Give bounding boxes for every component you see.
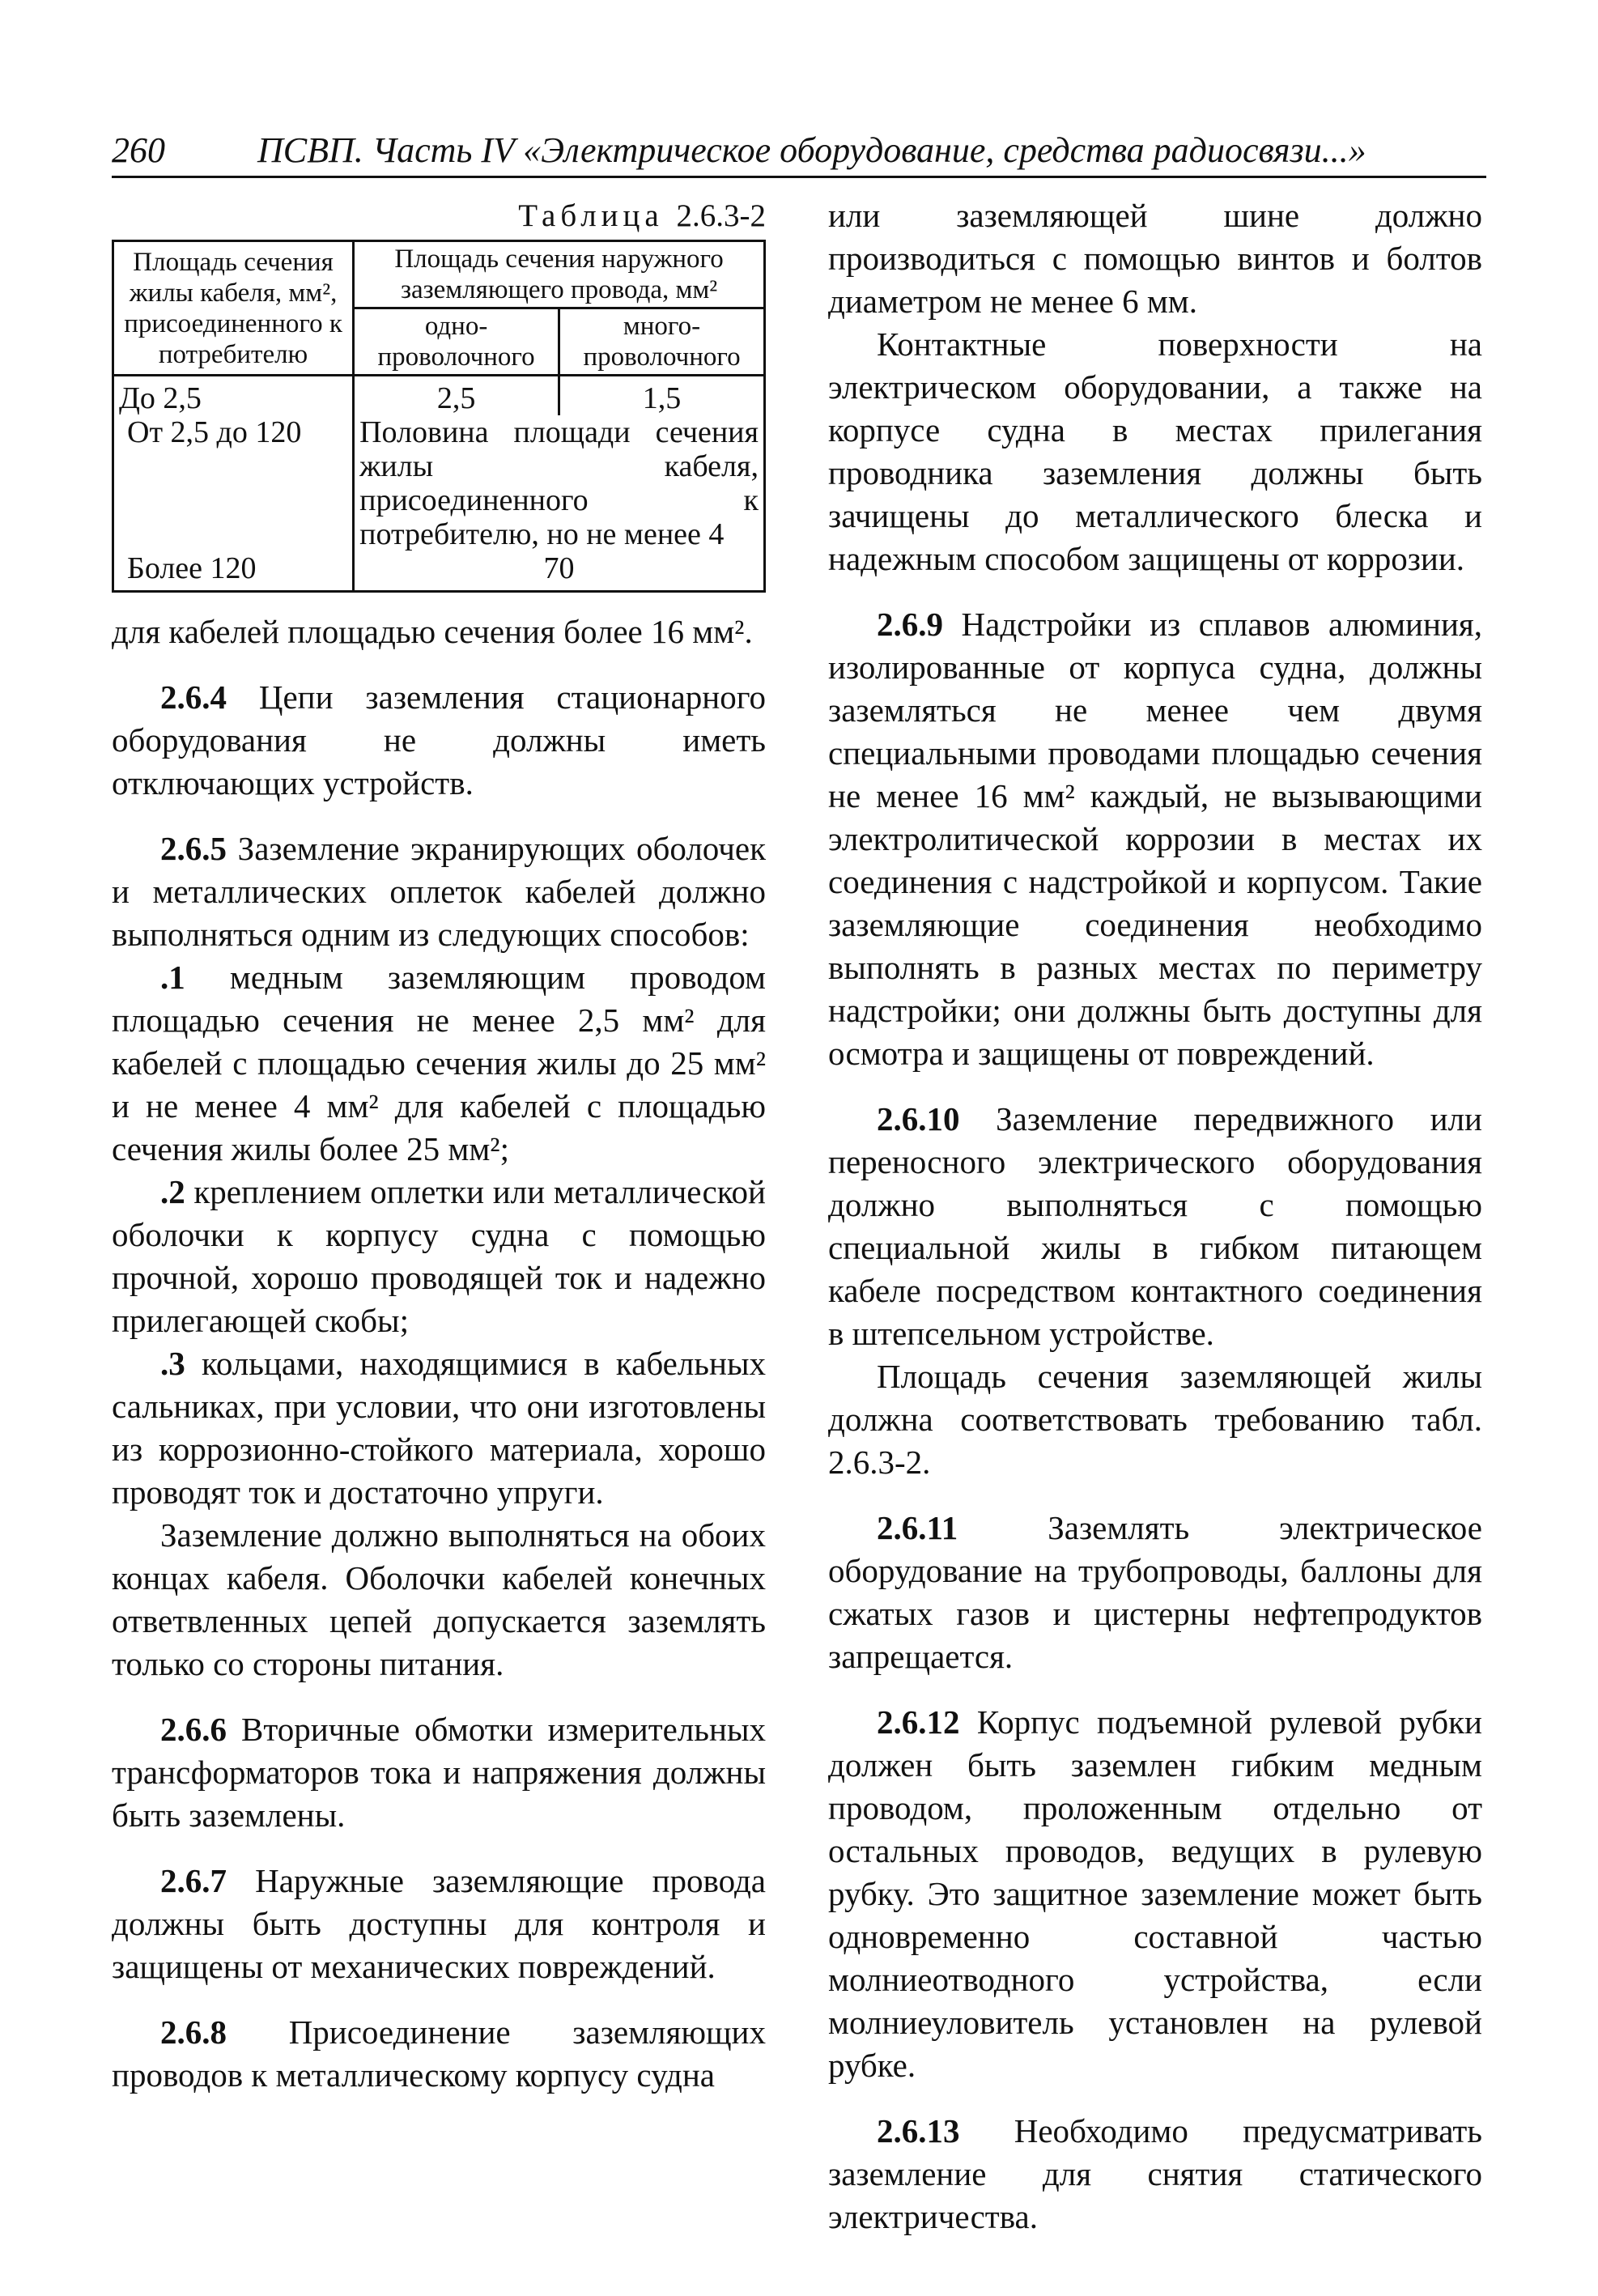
section-number: 2.6.6 — [160, 1711, 227, 1748]
section-number: 2.6.13 — [877, 2112, 960, 2149]
section-2-6-11 — [828, 1507, 1482, 1678]
header-rule — [112, 176, 1486, 178]
section-text: Заземлять электрическое оборудование на трубопроводы, баллоны для сжатых газов и цистерны нефтепродуктов запрещается. — [828, 1509, 1482, 1675]
section-number: 2.6.12 — [877, 1703, 960, 1741]
section-2-6-6 — [112, 1708, 766, 1837]
table-cell: Половина площади сечения жилы кабеля, присоединенного к потребителю, но не менее 4 — [354, 415, 765, 551]
section-text: Корпус подъемной рулевой рубки должен быть заземлен гибким медным проводом, проложенным отдельно от остальных проводов, ведущих в рулевую рубку. Это защитное заземление может быть одновременно составной частью молниеотводного устройства, если молниеуловитель установлен на рулевой рубке. — [828, 1703, 1482, 2084]
section-2-6-12 — [828, 1701, 1482, 2087]
section-number: 2.6.4 — [160, 678, 227, 716]
section-text: Заземление передвижного или переносного электрического оборудования должно выполняться с помощью специальной жилы в гибком питающем кабеле посредством контактного соединения в штепсельном устройстве. — [828, 1100, 1482, 1352]
th-single-wire: одно-проволочного — [354, 308, 559, 376]
section-2-6-7 — [112, 1860, 766, 1988]
page-header — [112, 130, 1488, 178]
item-text: кольцами, находящимися в кабельных сальниках, при условии, что они изготовлены из коррозионно-стойкого материала, хорошо проводят ток и достаточно упруги. — [112, 1345, 766, 1511]
section-text: Цепи заземления стационарного оборудования не должны иметь отключающих устройств. — [112, 678, 766, 801]
paragraph-continuation: или заземляющей шине должно производиться с помощью винтов и болтов диаметром не менее 6 мм. — [828, 197, 1482, 320]
item-text: медным заземляющим проводом площадью сечения не менее 2,5 мм² для кабелей с площадью сечения жилы до 25 мм² и не менее 4 мм² для кабелей с площадью сечения жилы более 25 мм²; — [112, 959, 767, 1167]
section-2-6-13 — [828, 2110, 1482, 2239]
item-text: креплением оплетки или металлической оболочки к корпусу судна с помощью прочной, хорошо проводящей ток и надежно прилегающей скобы; — [112, 1173, 766, 1339]
table-cell: 70 — [354, 551, 765, 592]
item-number: .2 — [160, 1173, 185, 1210]
section-number: 2.6.7 — [160, 1862, 227, 1899]
table-caption — [112, 194, 766, 233]
section-text: Необходимо предусматривать заземление для снятия статического электричества. — [828, 2112, 1482, 2235]
paragraph-grounding: Заземление должно выполняться на обоих концах кабеля. Оболочки кабелей конечных ответвленных цепей допускается заземлять только со стороны питания. — [112, 1516, 766, 1682]
table-caption-word: Таблица — [518, 198, 664, 233]
table-2-6-3-2 — [112, 240, 766, 593]
right-column — [828, 194, 1482, 2239]
section-text: Надстройки из сплавов алюминия, изолированные от корпуса судна, должны заземляться не менее чем двумя специальными проводами площадью сечения не менее 16 мм² каждый, не вызывающими электролитической коррозии в местах их соединения с надстройкой и корпусом. Такие заземляющие соединения необходимо выполнять в разных местах по периметру надстройки; они должны быть доступны для осмотра и защищены от повреждений. — [828, 606, 1482, 1072]
section-number: 2.6.10 — [877, 1100, 960, 1137]
page-number: 260 — [112, 130, 165, 170]
table-row — [113, 376, 765, 416]
table-cell: До 2,5 — [113, 376, 354, 416]
table-row — [113, 551, 765, 592]
paragraph-contact-surfaces: Контактные поверхности на электрическом оборудовании, а также на корпусе судна в местах прилегания проводника заземления должны быть зачищены до металлического блеска и надежным способом защищены от коррозии. — [828, 325, 1482, 577]
item-number: .3 — [160, 1345, 185, 1382]
section-text: Заземление экранирующих оболочек и металлических оплеток кабелей должно выполняться одним из следующих способов: — [112, 830, 766, 953]
th-multi-wire: много-проволочного — [559, 308, 765, 376]
left-column — [112, 194, 766, 2097]
table-cell: От 2,5 до 120 — [113, 415, 354, 551]
table-caption-number: 2.6.3-2 — [676, 198, 766, 233]
section-2-6-10 — [828, 1098, 1482, 1355]
th-external-wire-area: Площадь сечения наружного заземляющего провода, мм² — [354, 241, 765, 308]
table-cell: 2,5 — [354, 376, 559, 416]
list-item-1 — [112, 956, 766, 1171]
running-title: ПСВП. Часть IV «Электрическое оборудование, средства радиосвязи...» — [257, 130, 1366, 170]
table-block — [112, 194, 766, 593]
section-2-6-4 — [112, 676, 766, 805]
section-number: 2.6.8 — [160, 2013, 227, 2051]
section-number: 2.6.11 — [877, 1509, 958, 1546]
section-2-6-8 — [112, 2011, 766, 2097]
table-cell: Более 120 — [113, 551, 354, 592]
list-item-2 — [112, 1171, 766, 1342]
section-2-6-9 — [828, 603, 1482, 1075]
th-core-area: Площадь сечения жилы кабеля, мм², присоединенного к потребителю — [113, 241, 354, 376]
section-2-6-5 — [112, 827, 766, 956]
section-number: 2.6.9 — [877, 606, 943, 643]
section-number: 2.6.5 — [160, 830, 227, 867]
section-text: Вторичные обмотки измерительных трансформаторов тока и напряжения должны быть заземлены. — [112, 1711, 766, 1834]
item-number: .1 — [160, 959, 185, 996]
paragraph-core-area: Площадь сечения заземляющей жилы должна соответствовать требованию табл. 2.6.3-2. — [828, 1358, 1482, 1481]
section-text: Наружные заземляющие провода должны быть доступны для контроля и защищены от механических повреждений. — [112, 1862, 766, 1985]
list-item-3 — [112, 1342, 766, 1514]
table-cell: 1,5 — [559, 376, 765, 416]
paragraph-continuation: для кабелей площадью сечения более 16 мм². — [112, 613, 753, 650]
section-text: Присоединение заземляющих проводов к металлическому корпусу судна — [112, 2013, 766, 2094]
table-row — [113, 415, 765, 551]
